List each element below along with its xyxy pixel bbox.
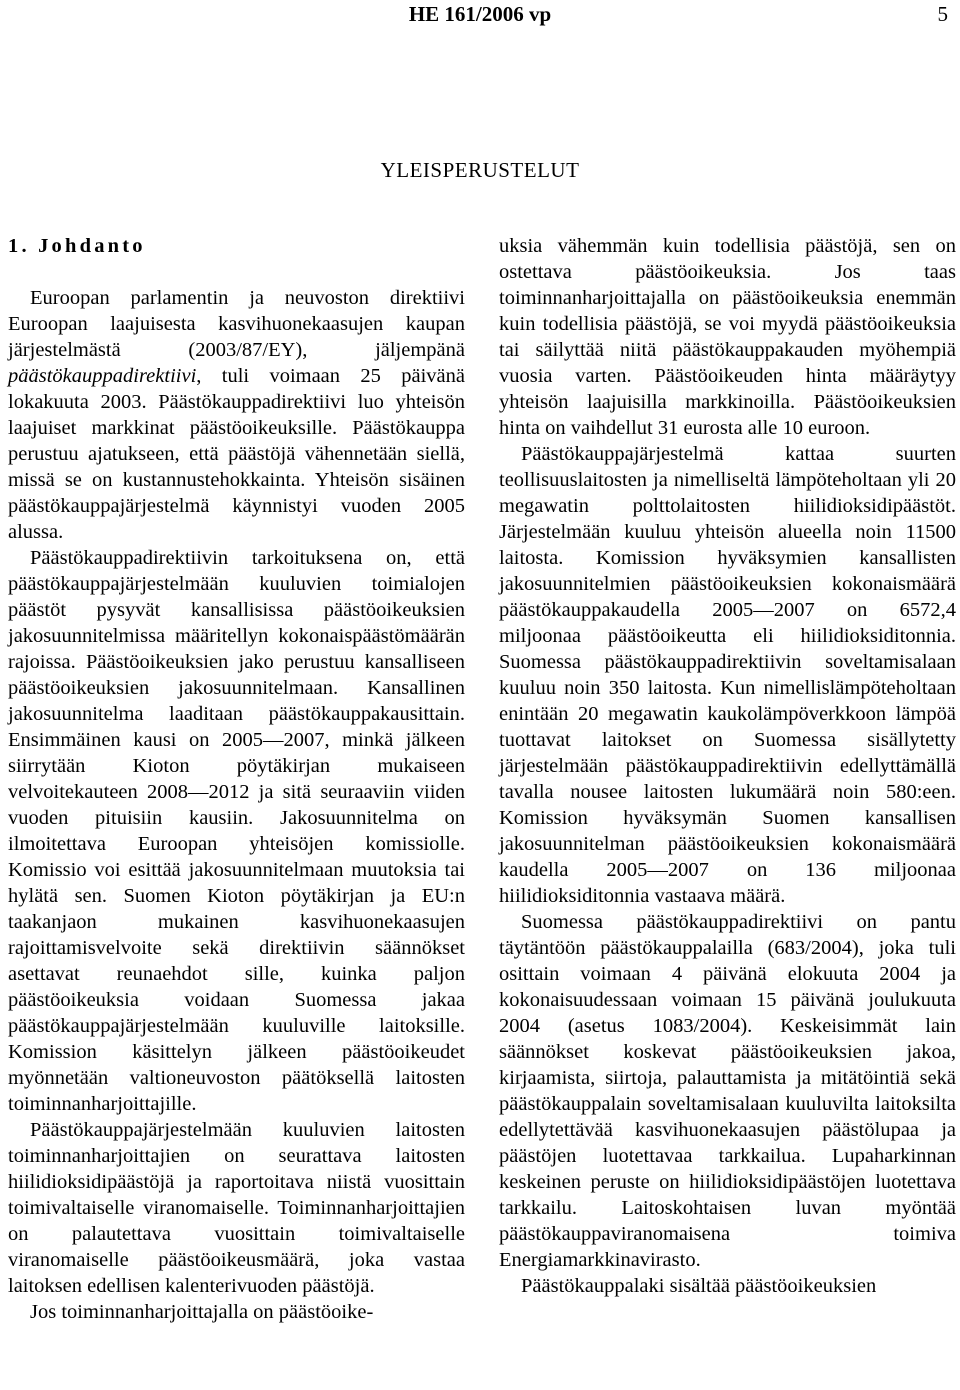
italic-term: päästökauppadirektiivi xyxy=(8,365,197,387)
paragraph-text: Euroopan parlamentin ja neuvoston direktiivi Euroopan laajuisesta kasvihuonekaasujen kaupan järjestelmästä (2003/87/EY), jäljempänä xyxy=(8,287,465,361)
paragraph: Päästökauppalaki sisältää päästöoikeuksien xyxy=(521,1275,877,1297)
paragraph: Päästökauppajärjestelmä kattaa suurten teollisuuslaitosten ja nimelliseltä lämpöteholtaan yli 20 megawatin polttolaitosten hiilidioksidipäästöt. Järjestelmään kuuluu yhteisön alueella noin 11500 laitosta. Komission hyväksymien kansallisten jakosuunnitelmien päästöoikeuksien kokonaismäärä päästökauppakaudella 2005—2007 on 6572,4 miljoonaa päästöoikeutta eli hiilidioksiditonnia. Suomessa päästökauppadirektiivin soveltamisalaan kuuluu noin 350 laitosta. Kun nimellislämpöteholtaan enintään 20 megawatin kaukolämpöverkkoon lämpöä tuottavat laitokset on Suomessa sisällytetty järjestelmään päästökauppadirektiivin edellyttämällä tavalla nousee laitosten lukumäärä noin 580:een. Komission hyväksymän Suomen kansallisen jakosuunnitelman päästöoikeuksien kokonaismäärä kaudella 2005—2007 on 136 miljoonaa hiilidioksiditonnia vastaava määrä. xyxy=(499,443,956,907)
paragraph-text: , tuli voimaan 25 päivänä lokakuuta 2003. Päästökauppadirektiivi luo yhteisön laajuiset markkinat päästöoikeuksille. Päästökauppa perustuu ajatukseen, että päästöjä vähennetään siellä, missä se on kustannustehokkainta. Yhteisön sisäinen päästökauppajärjestelmä käynnistyi vuoden 2005 alussa. xyxy=(8,365,465,543)
paragraph-continued: uksia vähemmän kuin todellisia päästöjä, sen on ostettava päästöoikeuksia. Jos taas toiminnanharjoittajalla on päästöoikeuksia enemmän kuin todellisia päästöjä, se voi myydä päästöoikeuksia tai säilyttää niitä päästökauppakauden myöhempiä vuosia varten. Päästöoikeuden hinta määräytyy yhteisön laajuisilla markkinoilla. Päästöoikeuksien hinta on vaihdellut 31 eurosta alle 10 euroon. xyxy=(499,235,956,439)
document-header-title: HE 161/2006 vp xyxy=(408,2,552,26)
paragraph: Päästökauppadirektiivin tarkoituksena on, että päästökauppajärjestelmään kuuluvien toimialojen päästöt pysyvät kansallisissa päästöoikeuksien jakosuunnitelmissa määritellyn kokonaispäästömäärän rajoissa. Päästöoikeuksien jako perustuu kansalliseen päästöoikeuksien jakosuunnitelmaan. Kansallinen jakosuunnitelma laaditaan päästökauppakausittain. Ensimmäinen kausi on 2005—2007, minkä jälkeen siirrytään Kioton pöytäkirjan mukaiseen velvoitekauteen 2008—2012 ja sitä seuraaviin viiden vuoden pituisiin kausiin. Jakosuunnitelma on ilmoitettava Euroopan yhteisöjen komissiolle. Komissio voi esittää jakosuunnitelmaan muutoksia tai hylätä sen. Suomen Kioton pöytäkirjan ja EU:n taakanjaon mukainen kasvihuonekaasujen rajoittamisvelvoite sekä direktiivin säännökset asettavat reunaehdot sille, kuinka paljon päästöoikeuksia voidaan Suomessa jakaa päästökauppajärjestelmään kuuluville laitoksille. Komission käsittelyn jälkeen päästöoikeudet myönnetään valtioneuvoston päätöksellä laitosten toiminnanharjoittajille. xyxy=(8,547,465,1115)
paragraph: Suomessa päästökauppadirektiivi on pantu täytäntöön päästökauppalailla (683/2004), joka tuli osittain voimaan 4 päivänä elokuuta 2004 ja kokonaisuudessaan voimaan 15 päivänä joulukuuta 2004 (asetus 1083/2004). Keskeisimmät lain säännökset koskevat päästöoikeuksien jakoa, kirjaamista, siirtoja, palauttamista ja mitätöintiä sekä päästökauppalain soveltamisalaan kuuluvilta laitoksilta edellytettävää kasvihuonekaasujen päästölupaa ja päästöjen luotettavaa tarkkailua. Lupaharkinnan keskeinen peruste on hiilidioksidipäästöjen luotettava tarkkailu. Laitoskohtaisen luvan myöntää päästökauppaviranomaisena toimiva Energiamarkkinavirasto. xyxy=(499,911,956,1271)
page-number: 5 xyxy=(937,2,948,26)
paragraph xyxy=(8,285,465,545)
section-title: YLEISPERUSTELUT xyxy=(380,158,580,182)
left-column xyxy=(8,233,465,1325)
paragraph: Päästökauppajärjestelmään kuuluvien laitosten toiminnanharjoittajien on seurattava laitosten hiilidioksidipäästöjä ja raportoitava niistä vuosittain toimivaltaiselle viranomaiselle. Toiminnanharjoittajien on palautettava vuosittain toimivaltaiselle viranomaiselle päästöoikeusmäärä, joka vastaa laitoksen edellisen kalenterivuoden päästöjä. xyxy=(8,1119,465,1297)
paragraph: Jos toiminnanharjoittajalla on päästöoike- xyxy=(30,1301,374,1323)
right-column xyxy=(499,233,956,1299)
section-heading: 1. Johdanto xyxy=(8,235,146,257)
